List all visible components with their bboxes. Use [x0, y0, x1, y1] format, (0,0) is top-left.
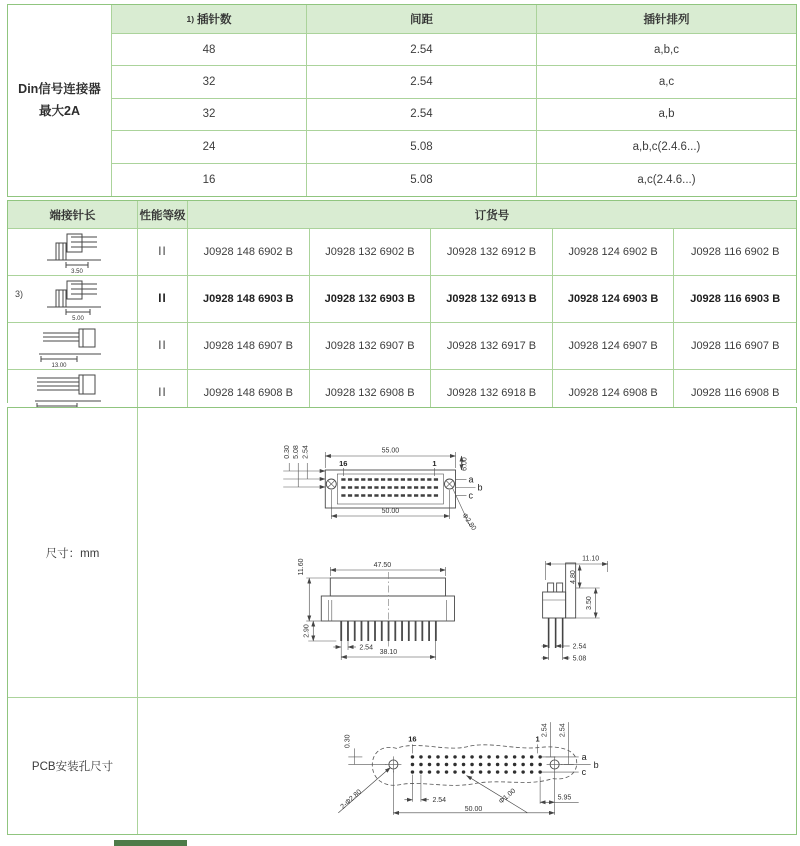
order-no-cell: J0928 132 6903 B	[310, 276, 432, 323]
pin-number-label: 1	[432, 459, 437, 468]
order-no-cell: J0928 124 6903 B	[553, 276, 675, 323]
pin-length-icon-cell	[8, 276, 138, 323]
dim-label: 2.54	[359, 644, 373, 652]
dim-label: 4.80	[570, 570, 578, 584]
icon-dim-label: 3.50	[70, 269, 83, 275]
dim-label: 2.54	[432, 796, 447, 804]
order-no-cell: J0928 124 6902 B	[553, 229, 675, 276]
order-no-cell: J0928 148 6902 B	[188, 229, 310, 276]
spec-arrangement: a,b,c	[537, 34, 796, 66]
side-view-drawing	[298, 558, 454, 660]
header-order-no: 订货号	[188, 201, 796, 229]
dim-label: 6.00	[461, 457, 469, 471]
pin-length-icon-cell	[8, 229, 138, 276]
pin-number-label: 16	[408, 734, 417, 744]
order-no-cell: J0928 132 6907 B	[310, 323, 432, 370]
spec-pitch: 5.08	[307, 131, 537, 163]
order-no-cell: J0928 132 6908 B	[310, 370, 432, 416]
order-no-cell: J0928 132 6913 B	[431, 276, 553, 323]
spec-pitch: 2.54	[307, 34, 537, 66]
spec-pins: 32	[112, 99, 307, 131]
dim-label: 38.10	[379, 649, 398, 656]
grade-cell: II	[138, 370, 188, 416]
header-pins-note: 1)	[186, 14, 195, 24]
drawings-table	[7, 407, 797, 835]
pin-number-label: 1	[535, 734, 540, 744]
next-section-edge-bar	[114, 840, 187, 846]
dimension-drawings	[138, 408, 796, 697]
row-label: b	[593, 759, 599, 771]
row-label: a	[468, 474, 474, 485]
spec-arrangement: a,c(2.4.6...)	[537, 164, 796, 196]
grade-cell: II	[138, 229, 188, 276]
pcb-hole-drawing	[138, 698, 796, 834]
order-no-cell: J0928 148 6907 B	[188, 323, 310, 370]
pin-length-icon-cell	[8, 323, 138, 370]
angled-connector-icon	[33, 323, 113, 369]
end-view-drawing	[542, 556, 608, 663]
order-no-cell: J0928 116 6903 B	[674, 276, 796, 323]
header-pins-label: 插针数	[197, 14, 232, 26]
spec-arrangement: a,c	[537, 66, 796, 98]
order-no-cell: J0928 116 6907 B	[674, 323, 796, 370]
order-no-cell: J0928 116 6908 B	[674, 370, 796, 416]
dim-label: 3.50	[586, 596, 594, 610]
dim-label: Φ1.00	[498, 787, 518, 806]
dim-label: 2-Φ2.80	[339, 788, 364, 811]
spec-pins: 24	[112, 131, 307, 163]
dim-label: 2.54	[541, 723, 549, 738]
order-no-cell: J0928 132 6918 B	[431, 370, 553, 416]
row-label: b	[477, 482, 483, 493]
icon-dim-label: 13.00	[50, 363, 67, 369]
grade-cell: II	[138, 323, 188, 370]
order-no-cell: J0928 132 6912 B	[431, 229, 553, 276]
front-view-drawing	[283, 445, 482, 532]
dim-label: 50.00	[381, 508, 400, 515]
row-label: a	[581, 751, 587, 762]
order-no-cell: J0928 124 6908 B	[553, 370, 675, 416]
spec-pitch: 2.54	[307, 99, 537, 131]
dim-label: 0.30	[284, 445, 292, 459]
order-no-cell: J0928 124 6907 B	[553, 323, 675, 370]
pcb-drawing-cell	[138, 698, 796, 834]
dim-label: 5.08	[572, 655, 587, 663]
dim-label: 5.08	[293, 445, 301, 459]
header-pitch: 间距	[307, 5, 537, 34]
vertical-connector-icon	[33, 229, 113, 275]
spec-pins: 48	[112, 34, 307, 66]
dim-label: 2.54	[302, 445, 310, 459]
row-label: c	[468, 490, 474, 501]
dimensions-drawing-cell	[138, 408, 796, 698]
header-pin-length: 端接针长	[8, 201, 138, 229]
spec-arrangement: a,b	[537, 99, 796, 131]
pcb-layout-drawing	[338, 722, 598, 815]
product-name-line2: 最大2A	[39, 103, 80, 118]
icon-dim-label: 5.00	[71, 316, 84, 322]
row-label: c	[581, 767, 587, 778]
footnote-marker: 3)	[15, 289, 24, 299]
dim-label: 2.54	[572, 643, 587, 651]
dim-label: 0.30	[344, 734, 352, 749]
order-no-cell: J0928 132 6902 B	[310, 229, 432, 276]
order-table	[7, 200, 797, 403]
pcb-label: PCB安装孔尺寸	[8, 698, 138, 834]
dim-label: 11.10	[582, 555, 600, 563]
header-grade: 性能等级	[138, 201, 188, 229]
grade-cell: II	[138, 276, 188, 323]
vertical-connector-icon	[33, 276, 113, 322]
dim-label: 55.00	[381, 447, 400, 455]
order-no-cell: J0928 116 6902 B	[674, 229, 796, 276]
spec-pins: 32	[112, 66, 307, 98]
order-no-cell: J0928 148 6903 B	[188, 276, 310, 323]
dim-label: 2.54	[559, 723, 567, 738]
header-pins	[112, 5, 307, 34]
pin-number-label: 16	[339, 459, 348, 468]
spec-table	[7, 4, 797, 197]
dim-label: 2.90	[303, 624, 311, 638]
header-arrangement: 插针排列	[537, 5, 796, 34]
spec-arrangement: a,b,c(2.4.6...)	[537, 131, 796, 163]
spec-pitch: 5.08	[307, 164, 537, 196]
dim-label: 47.50	[373, 562, 392, 569]
dim-label: 50.00	[464, 805, 483, 813]
dim-label: 5.95	[557, 794, 572, 802]
dim-label: 11.60	[298, 558, 306, 576]
order-no-cell: J0928 132 6917 B	[431, 323, 553, 370]
product-name-line1: Din信号连接器	[18, 82, 101, 97]
spec-pins: 16	[112, 164, 307, 196]
dimensions-label: 尺寸：mm	[8, 408, 138, 698]
spec-pitch: 2.54	[307, 66, 537, 98]
product-name	[8, 5, 112, 196]
order-no-cell: J0928 148 6908 B	[188, 370, 310, 416]
dim-label: Φ2.80	[460, 512, 478, 533]
